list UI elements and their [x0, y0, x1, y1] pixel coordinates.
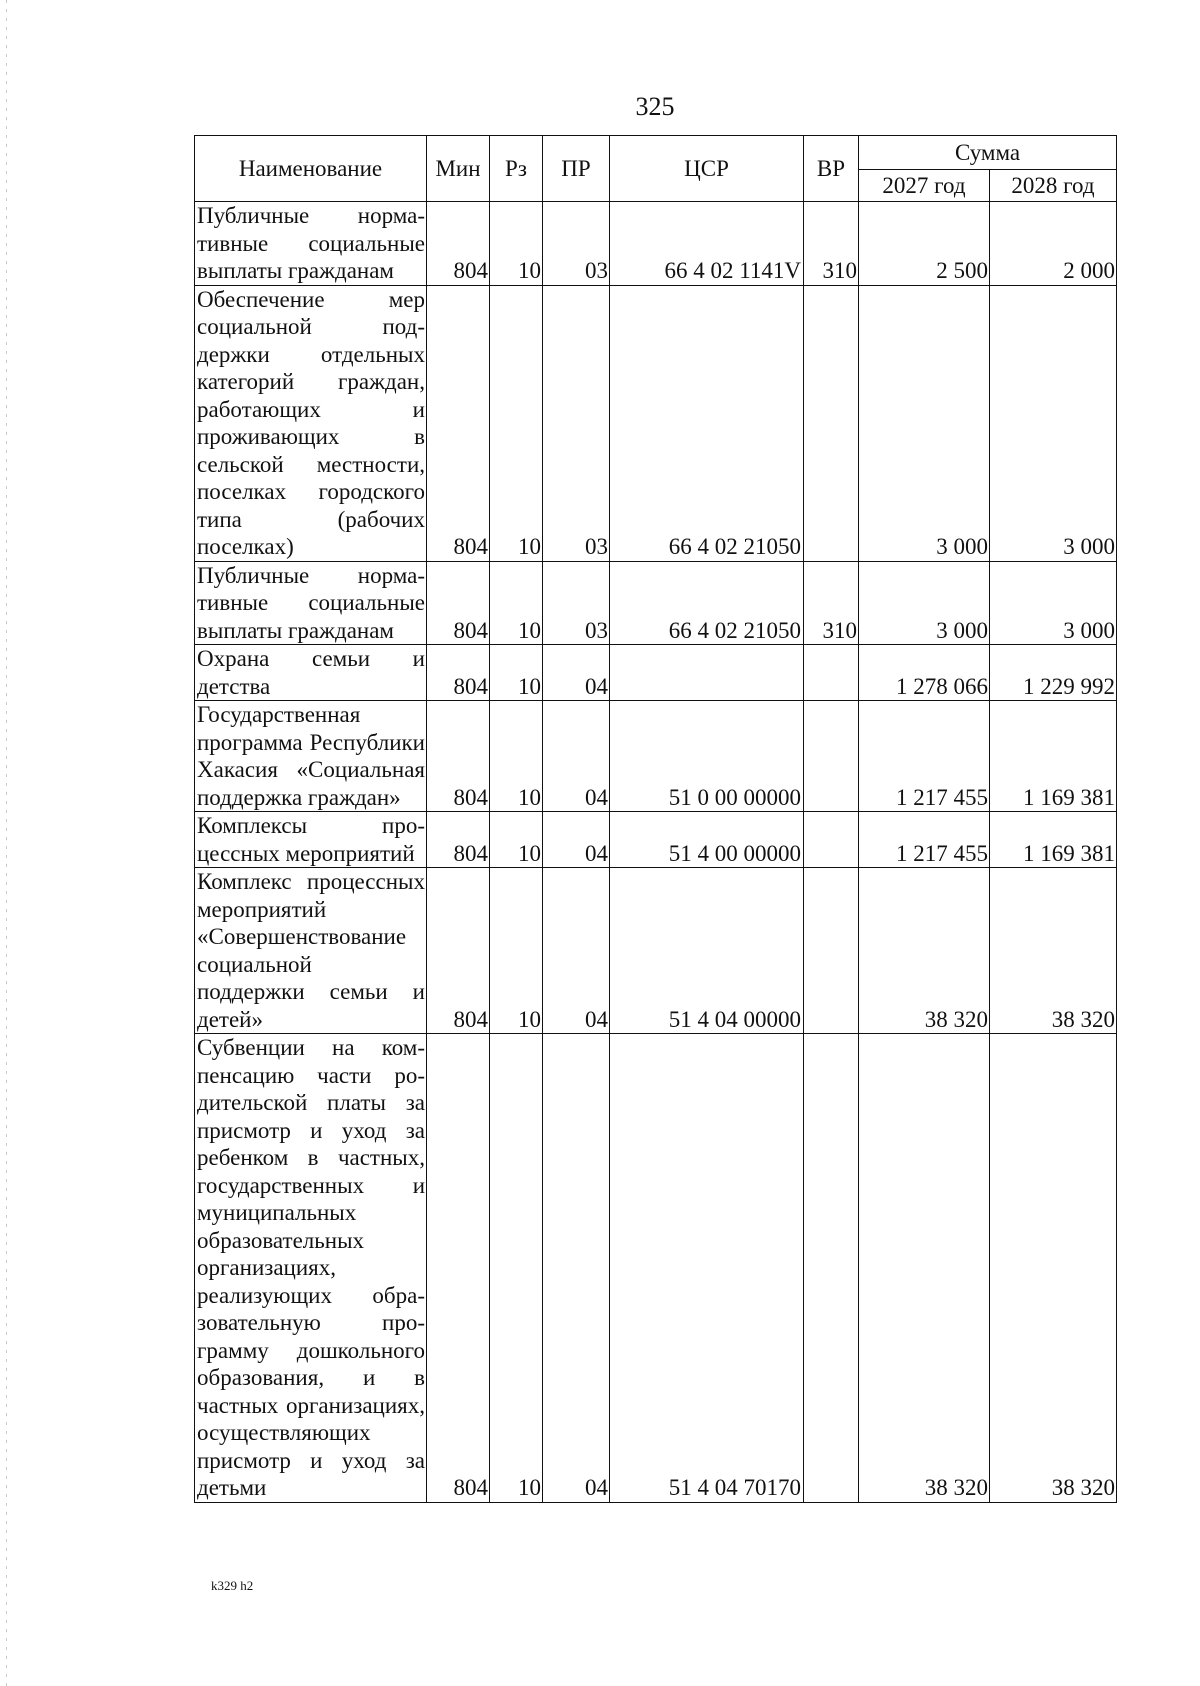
row-name: Комплексы процессных мероприятий — [195, 812, 427, 868]
row-name: Субвенции на компенсацию части родительской платы за присмотр и уход за ребенком в частных, государственных и муниципальных образовательных организациях, реализующих образовательную программу дошкольного образования, и в частных организациях, осуществляющих присмотр и уход за детьми — [195, 1034, 427, 1503]
row-pr: 04 — [543, 1034, 610, 1503]
row-vr: 310 — [804, 561, 859, 645]
row-pr: 04 — [543, 868, 610, 1034]
row-sum-2028: 1 169 381 — [990, 701, 1117, 812]
row-sum-2028: 38 320 — [990, 868, 1117, 1034]
row-sum-2027: 3 000 — [859, 285, 990, 561]
scan-edge-mark — [6, 0, 7, 1686]
row-min: 804 — [427, 1034, 490, 1503]
page-number: 325 — [635, 92, 675, 121]
row-min: 804 — [427, 561, 490, 645]
row-sum-2027: 1 217 455 — [859, 701, 990, 812]
table-body — [195, 202, 1117, 1503]
row-pr: 03 — [543, 285, 610, 561]
row-sum-2028: 38 320 — [990, 1034, 1117, 1503]
row-min: 804 — [427, 285, 490, 561]
row-pr: 04 — [543, 812, 610, 868]
row-min: 804 — [427, 868, 490, 1034]
budget-table — [194, 135, 1117, 1503]
row-sum-2027: 38 320 — [859, 868, 990, 1034]
row-vr — [804, 868, 859, 1034]
row-vr: 310 — [804, 202, 859, 286]
table-row — [195, 561, 1117, 645]
table-row — [195, 868, 1117, 1034]
header-min: Мин — [427, 136, 490, 202]
row-sum-2028: 3 000 — [990, 561, 1117, 645]
table-row — [195, 701, 1117, 812]
row-vr — [804, 701, 859, 812]
row-min: 804 — [427, 701, 490, 812]
row-rz: 10 — [490, 285, 543, 561]
row-name: Публичные нормативные социальные выплаты гражданам — [195, 202, 427, 286]
header-sum: Сумма — [859, 136, 1117, 170]
row-min: 804 — [427, 645, 490, 701]
row-pr: 04 — [543, 701, 610, 812]
row-rz: 10 — [490, 1034, 543, 1503]
row-csr: 66 4 02 21050 — [610, 285, 804, 561]
row-sum-2028: 2 000 — [990, 202, 1117, 286]
row-pr: 03 — [543, 202, 610, 286]
row-name: Государственная программа Республики Хакасия «Социальная поддержка граждан» — [195, 701, 427, 812]
header-vr: ВР — [804, 136, 859, 202]
row-min: 804 — [427, 202, 490, 286]
row-name: Охрана семьи и детства — [195, 645, 427, 701]
row-sum-2028: 1 229 992 — [990, 645, 1117, 701]
row-name: Комплекс процессных мероприятий «Совершенствование социальной поддержки семьи и детей» — [195, 868, 427, 1034]
row-sum-2027: 38 320 — [859, 1034, 990, 1503]
table-header — [195, 136, 1117, 202]
header-year-2028: 2028 год — [990, 170, 1117, 202]
row-vr — [804, 1034, 859, 1503]
row-name: Публичные нормативные социальные выплаты гражданам — [195, 561, 427, 645]
header-pr: ПР — [543, 136, 610, 202]
row-sum-2027: 1 278 066 — [859, 645, 990, 701]
row-rz: 10 — [490, 701, 543, 812]
row-csr: 51 4 04 00000 — [610, 868, 804, 1034]
row-csr: 51 4 04 70170 — [610, 1034, 804, 1503]
row-csr: 51 4 00 00000 — [610, 812, 804, 868]
table-row — [195, 285, 1117, 561]
row-name: Обеспечение мер социальной поддержки отдельных категорий граждан, работающих и проживающих в сельской местности, поселках городского типа (рабочих поселках) — [195, 285, 427, 561]
table-row — [195, 812, 1117, 868]
row-sum-2027: 1 217 455 — [859, 812, 990, 868]
row-rz: 10 — [490, 645, 543, 701]
row-rz: 10 — [490, 868, 543, 1034]
row-rz: 10 — [490, 561, 543, 645]
row-csr — [610, 645, 804, 701]
header-year-2027: 2027 год — [859, 170, 990, 202]
table-row — [195, 1034, 1117, 1503]
row-min: 804 — [427, 812, 490, 868]
row-sum-2028: 1 169 381 — [990, 812, 1117, 868]
row-rz: 10 — [490, 812, 543, 868]
document-code: k329 h2 — [211, 1578, 254, 1593]
table-row — [195, 645, 1117, 701]
row-sum-2027: 3 000 — [859, 561, 990, 645]
row-sum-2028: 3 000 — [990, 285, 1117, 561]
row-sum-2027: 2 500 — [859, 202, 990, 286]
header-rz: Рз — [490, 136, 543, 202]
row-csr: 66 4 02 1141V — [610, 202, 804, 286]
row-vr — [804, 645, 859, 701]
row-csr: 66 4 02 21050 — [610, 561, 804, 645]
header-name: Наименование — [195, 136, 427, 202]
row-pr: 03 — [543, 561, 610, 645]
header-csr: ЦСР — [610, 136, 804, 202]
row-vr — [804, 812, 859, 868]
row-vr — [804, 285, 859, 561]
row-rz: 10 — [490, 202, 543, 286]
row-pr: 04 — [543, 645, 610, 701]
row-csr: 51 0 00 00000 — [610, 701, 804, 812]
table-row — [195, 202, 1117, 286]
